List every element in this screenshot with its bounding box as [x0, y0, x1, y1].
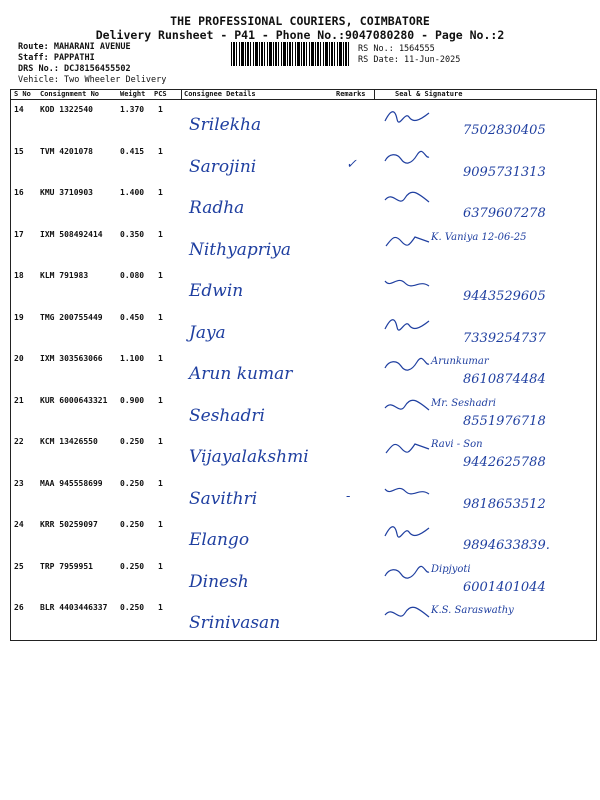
route-label: Route: MAHARANI AVENUE [18, 42, 131, 52]
vehicle-label: Vehicle: Two Wheeler Delivery [18, 75, 167, 85]
rs-number: RS No.: 1564555 [358, 44, 435, 54]
row-weight: 0.450 [120, 312, 145, 322]
signature-phone: 9443529605 [463, 289, 546, 304]
row-weight: 0.250 [120, 437, 145, 446]
seal-text: Mr. Seshadri [431, 397, 496, 409]
signature-phone: 7339254737 [463, 330, 546, 346]
signature-phone: 9095731313 [463, 164, 546, 180]
row-consignment-no: MAA 945558699 [40, 478, 103, 488]
row-consignment-no: IXM 508492414 [40, 229, 103, 239]
consignee-name: Srilekha [189, 115, 262, 135]
row-consignment-no: TVM 4201078 [40, 146, 93, 156]
signature-phone: 9894633839. [463, 538, 550, 553]
consignee-name: Nithyapriya [189, 239, 292, 260]
table-row [11, 101, 596, 142]
drs-number: DRS No.: DCJ8156455502 [18, 64, 131, 74]
runsheet-table [10, 89, 597, 641]
signature-scribble [383, 398, 431, 416]
row-sno: 25 [14, 561, 24, 571]
row-weight: 0.415 [120, 146, 145, 156]
row-sno: 22 [14, 437, 24, 446]
signature-phone: 8610874484 [463, 372, 546, 387]
row-pcs: 1 [158, 478, 163, 488]
header-divider [374, 89, 375, 100]
row-sno: 26 [14, 603, 24, 612]
row-pcs: 1 [158, 561, 163, 571]
signature-scribble [383, 273, 431, 291]
row-weight: 0.250 [120, 478, 145, 488]
col-consignee: Consignee Details [184, 90, 256, 98]
signature-phone: 9818653512 [463, 496, 546, 512]
row-consignment-no: KMU 3710903 [40, 188, 93, 197]
col-weight: Weight [120, 90, 146, 98]
consignee-name: Savithri [189, 488, 258, 509]
row-sno: 15 [14, 146, 24, 156]
row-weight: 0.250 [120, 561, 145, 571]
row-weight: 0.080 [120, 271, 145, 280]
signature-scribble [383, 356, 431, 374]
row-consignment-no: KUR 6000643321 [40, 395, 108, 405]
remark-mark: ✓ [346, 156, 357, 172]
signature-scribble [383, 107, 431, 125]
barcode-image [231, 42, 351, 66]
row-weight: 0.250 [120, 520, 145, 529]
table-row [11, 226, 596, 267]
row-consignment-no: KLM 791983 [40, 271, 89, 280]
row-pcs: 1 [158, 312, 163, 322]
row-pcs: 1 [158, 437, 163, 446]
row-sno: 16 [14, 188, 24, 197]
row-weight: 1.100 [120, 354, 145, 363]
row-sno: 19 [14, 312, 24, 322]
table-row [11, 184, 596, 225]
row-sno: 23 [14, 478, 24, 488]
table-row [11, 392, 596, 433]
signature-scribble [383, 315, 431, 333]
row-sno: 14 [14, 105, 24, 114]
rs-date: RS Date: 11-Jun-2025 [358, 55, 461, 65]
signature-phone: 9442625788 [463, 455, 546, 470]
row-pcs: 1 [158, 395, 163, 405]
consignee-name: Elango [189, 530, 250, 550]
consignee-name: Vijayalakshmi [189, 447, 309, 467]
row-sno: 20 [14, 354, 24, 363]
signature-scribble [383, 190, 431, 208]
staff-label: Staff: PAPPATHI [18, 53, 95, 63]
col-remarks: Remarks [336, 90, 366, 98]
signature-scribble [383, 605, 431, 623]
consignee-name: Jaya [189, 322, 226, 343]
row-pcs: 1 [158, 520, 163, 529]
row-sno: 24 [14, 520, 24, 529]
seal-text: K. Vaniya 12-06-25 [431, 231, 527, 243]
consignee-name: Srinivasan [189, 613, 281, 633]
row-pcs: 1 [158, 603, 163, 612]
row-consignment-no: TRP 7959951 [40, 561, 93, 571]
table-row [11, 143, 596, 184]
seal-text: K.S. Saraswathy [431, 605, 514, 616]
consignee-name: Radha [189, 198, 245, 218]
consignee-name: Dinesh [189, 571, 249, 592]
table-row [11, 350, 596, 391]
consignee-name: Arun kumar [189, 364, 293, 384]
row-pcs: 1 [158, 188, 163, 197]
signature-phone: 6379607278 [463, 206, 546, 221]
consignee-name: Seshadri [189, 405, 265, 426]
row-weight: 0.900 [120, 395, 145, 405]
row-weight: 0.250 [120, 603, 145, 612]
table-row [11, 558, 596, 599]
signature-phone: 7502830405 [463, 123, 546, 138]
table-row [11, 267, 596, 308]
row-sno: 21 [14, 395, 24, 405]
row-consignment-no: IXM 303563066 [40, 354, 103, 363]
table-row [11, 475, 596, 516]
table-row [11, 309, 596, 350]
row-sno: 18 [14, 271, 24, 280]
signature-phone: 8551976718 [463, 413, 546, 429]
row-pcs: 1 [158, 354, 163, 363]
company-title: THE PROFESSIONAL COURIERS, COIMBATORE [170, 14, 430, 28]
row-sno: 17 [14, 229, 24, 239]
table-row [11, 433, 596, 474]
row-pcs: 1 [158, 105, 163, 114]
col-sno: S No [14, 90, 31, 98]
row-pcs: 1 [158, 146, 163, 156]
signature-scribble [383, 439, 431, 457]
remark-mark: - [346, 488, 351, 504]
seal-text: Arunkumar [431, 356, 489, 367]
consignee-name: Sarojini [189, 156, 257, 177]
signature-scribble [383, 232, 431, 250]
seal-text: Dipjyoti [431, 563, 471, 575]
row-pcs: 1 [158, 271, 163, 280]
consignee-name: Edwin [189, 281, 244, 301]
runsheet-title: Delivery Runsheet - P41 - Phone No.:9047080280 - Page No.:2 [95, 28, 505, 42]
signature-scribble [383, 481, 431, 499]
header-divider [181, 89, 182, 100]
seal-text: Ravi - Son [431, 439, 483, 450]
col-seal: Seal & Signature [395, 90, 463, 98]
signature-scribble [383, 564, 431, 582]
table-row [11, 599, 596, 640]
row-consignment-no: BLR 4403446337 [40, 603, 108, 612]
row-weight: 1.400 [120, 188, 145, 197]
row-consignment-no: KOD 1322540 [40, 105, 93, 114]
table-row [11, 516, 596, 557]
signature-phone: 6001401044 [463, 579, 546, 595]
col-pcs: PCS [154, 90, 167, 98]
row-weight: 1.370 [120, 105, 145, 114]
row-weight: 0.350 [120, 229, 145, 239]
table-header [11, 89, 596, 100]
col-consignment: Consignment No [40, 90, 100, 98]
row-consignment-no: KRR 50259097 [40, 520, 98, 529]
row-consignment-no: KCM 13426550 [40, 437, 98, 446]
signature-scribble [383, 522, 431, 540]
row-consignment-no: TMG 200755449 [40, 312, 103, 322]
signature-scribble [383, 149, 431, 167]
row-pcs: 1 [158, 229, 163, 239]
